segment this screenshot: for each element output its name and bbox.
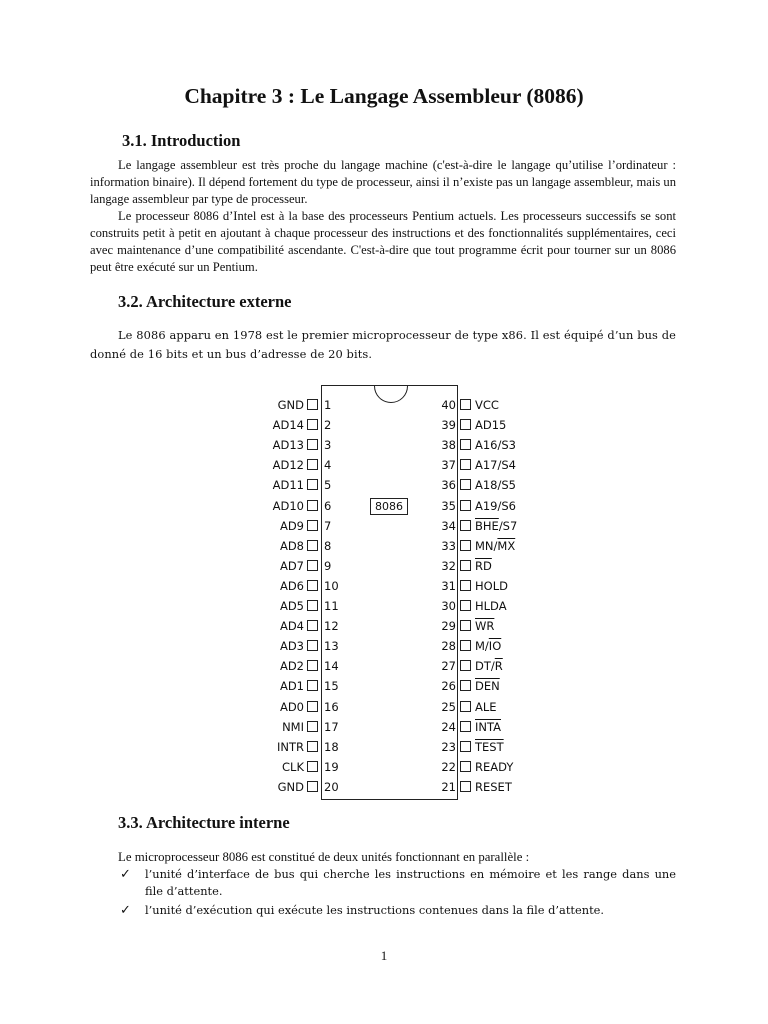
pin-number: 28 <box>441 639 456 654</box>
pin-number: 12 <box>324 619 339 634</box>
pin-name: AD15 <box>475 418 507 433</box>
pin-number: 22 <box>441 759 456 774</box>
pin-left-1 <box>258 398 358 412</box>
pin-name: AD7 <box>279 558 304 573</box>
pin-name: AD1 <box>279 679 304 694</box>
pin-left-17 <box>258 720 358 734</box>
pin-square <box>460 660 471 671</box>
pin-square <box>307 600 318 611</box>
pin-number: 6 <box>324 498 332 513</box>
pin-name: AD12 <box>272 458 304 473</box>
pin-square <box>460 640 471 651</box>
pin-name: AD3 <box>279 639 304 654</box>
pin-name: HOLD <box>475 578 508 593</box>
pin-left-2 <box>258 418 358 432</box>
pin-name: $\overline{RD}$ <box>475 558 492 573</box>
pin-number: 25 <box>441 699 456 714</box>
pin-square <box>307 399 318 410</box>
pin-square <box>460 600 471 611</box>
page-title: Chapitre 3 : Le Langage Assembleur (8086) <box>184 84 584 108</box>
pin-number: 2 <box>324 418 332 433</box>
chip-8086-pinout-diagram <box>258 385 528 805</box>
pin-name: A18/S5 <box>475 478 516 493</box>
pin-square <box>307 701 318 712</box>
pin-name: AD10 <box>272 498 304 513</box>
pin-square <box>307 540 318 551</box>
pin-number: 9 <box>324 558 332 573</box>
pin-number: 15 <box>324 679 339 694</box>
pin-number: 40 <box>441 398 456 412</box>
pin-left-9 <box>258 559 358 573</box>
pin-square <box>307 761 318 772</box>
pin-name: AD11 <box>272 478 304 493</box>
pin-square <box>460 500 471 511</box>
pin-name: AD8 <box>279 538 304 553</box>
pin-square <box>307 580 318 591</box>
pin-number: 34 <box>441 518 456 533</box>
pin-number: 16 <box>324 699 339 714</box>
pin-number: 10 <box>324 578 339 593</box>
pin-number: 36 <box>441 478 456 493</box>
pin-left-18 <box>258 740 358 754</box>
pin-square <box>307 479 318 490</box>
pin-square <box>460 680 471 691</box>
pin-square <box>460 439 471 450</box>
pin-square <box>460 741 471 752</box>
pin-number: 39 <box>441 418 456 433</box>
list-item: ✓ l’unité d’interface de bus qui cherche les instructions en mémoire et les range dans une file d’attente. <box>120 867 676 898</box>
pin-square <box>307 680 318 691</box>
pin-left-5 <box>258 478 358 492</box>
section-heading-introduction: 3.1. Introduction <box>122 131 241 150</box>
pin-number: 7 <box>324 518 332 533</box>
pin-name: AD0 <box>279 699 304 714</box>
pin-number: 37 <box>441 458 456 473</box>
pin-square <box>307 560 318 571</box>
pin-number: 26 <box>441 679 456 694</box>
pin-name: $M/\overline{IO}$ <box>475 639 502 654</box>
pin-name: $DT/\overline{R}$ <box>475 659 503 674</box>
pin-name: A16/S3 <box>475 438 516 453</box>
pin-name: INTR <box>276 739 304 754</box>
pin-left-16 <box>258 700 358 714</box>
pin-number: 13 <box>324 639 339 654</box>
pin-name: $\overline{DEN}$ <box>475 679 500 694</box>
section-heading-architecture-interne: 3.3. Architecture interne <box>118 813 290 832</box>
pin-left-10 <box>258 579 358 593</box>
pin-square <box>307 660 318 671</box>
pin-square <box>307 520 318 531</box>
pin-name: RESET <box>475 779 512 794</box>
pin-number: 31 <box>441 578 456 593</box>
intro-paragraph-2: Le processeur 8086 d’Intel est à la base des processeurs Pentium actuels. Les processeurs successifs se sont construits petit à petit en ajoutant à chaque processeur des instructions et des fonctionnalités supplémentaires, ceci avec maintenance d’une compatibilité ascendante. C'est-à-dire que tout programme écrit pour tourner sur un 8086 peut être exécuté sur un Pentium. <box>90 209 676 274</box>
pin-name: GND <box>277 779 304 794</box>
pin-left-19 <box>258 760 358 774</box>
pin-name: READY <box>475 759 514 774</box>
pin-name: AD13 <box>272 438 304 453</box>
pin-number: 23 <box>441 739 456 754</box>
pin-square <box>460 781 471 792</box>
pin-name: AD6 <box>279 578 304 593</box>
checkmark-icon: ✓ <box>120 867 131 882</box>
list-item: ✓ l’unité d’exécution qui exécute les instructions contenues dans la file d’attente. <box>120 903 605 918</box>
pin-left-12 <box>258 619 358 633</box>
pin-number: 11 <box>324 599 339 613</box>
pin-square <box>460 761 471 772</box>
interne-bullet-list <box>118 866 676 921</box>
pin-left-4 <box>258 458 358 472</box>
pin-name: $\overline{WR}$ <box>475 619 495 634</box>
pin-number: 17 <box>324 719 339 734</box>
pin-number: 33 <box>441 538 456 553</box>
pin-number: 1 <box>324 398 332 412</box>
pin-name: TEST <box>475 739 504 754</box>
pin-left-14 <box>258 659 358 673</box>
pin-name: AD9 <box>279 518 304 533</box>
pin-square <box>307 721 318 732</box>
pin-square <box>460 399 471 410</box>
pin-name: HLDA <box>475 599 507 613</box>
pin-left-3 <box>258 438 358 452</box>
pin-square <box>460 580 471 591</box>
pin-name: AD14 <box>272 418 304 433</box>
pin-square <box>460 459 471 470</box>
page-number: 1 <box>380 948 388 963</box>
pin-square <box>460 540 471 551</box>
chip-label: 8086 <box>370 498 408 515</box>
pin-name: CLK <box>282 759 304 774</box>
externe-paragraph: Le 8086 apparu en 1978 est le premier microprocesseur de type x86. Il est équipé d’un bus de donné de 16 bits et un bus d’adresse de 20 bits. <box>90 328 676 361</box>
pin-number: 29 <box>441 619 456 634</box>
pin-number: 19 <box>324 759 339 774</box>
pin-name: $MN/\overline{MX}$ <box>475 538 516 553</box>
pin-square <box>307 419 318 430</box>
intro-paragraph-1: Le langage assembleur est très proche du langage machine (c'est-à-dire le langage qu’utilise l’ordinateur : information binaire). Il dépend fortement du type de processeur, ainsi il n’existe pas un langage assembleur, mais un langage assembleur par type de processeur. <box>90 158 676 206</box>
pin-number: 5 <box>324 478 332 493</box>
pin-left-20 <box>258 780 358 794</box>
pin-left-7 <box>258 519 358 533</box>
pin-number: 27 <box>441 659 456 674</box>
pin-left-6 <box>258 499 358 513</box>
pin-number: 35 <box>441 498 456 513</box>
section-heading-architecture-externe: 3.2. Architecture externe <box>118 292 292 311</box>
pin-square <box>460 560 471 571</box>
pin-name: GND <box>277 398 304 412</box>
pin-number: 21 <box>441 779 456 794</box>
pin-name: ALE <box>475 699 497 714</box>
chip-notch <box>374 369 408 403</box>
pin-number: 18 <box>324 739 339 754</box>
pin-number: 8 <box>324 538 332 553</box>
pin-square <box>460 419 471 430</box>
pin-square <box>307 439 318 450</box>
pin-square <box>460 520 471 531</box>
pin-square <box>460 620 471 631</box>
pin-left-8 <box>258 539 358 553</box>
pin-name: $\overline{BHE}/S7$ <box>475 518 518 533</box>
pin-name: A19/S6 <box>475 498 516 513</box>
pin-number: 3 <box>324 438 332 453</box>
pin-name: AD5 <box>279 599 304 613</box>
pin-number: 38 <box>441 438 456 453</box>
pin-name: VCC <box>475 398 499 412</box>
pin-name: INTA <box>475 719 501 734</box>
pin-square <box>307 640 318 651</box>
pin-left-15 <box>258 679 358 693</box>
pin-number: 30 <box>441 599 456 613</box>
pin-name: A17/S4 <box>475 458 516 473</box>
pin-name: AD4 <box>279 619 304 634</box>
pin-square <box>307 741 318 752</box>
pin-number: 4 <box>324 458 332 473</box>
pin-square <box>307 459 318 470</box>
pin-square <box>460 721 471 732</box>
pin-left-13 <box>258 639 358 653</box>
pin-square <box>307 500 318 511</box>
pin-square <box>307 781 318 792</box>
pin-number: 20 <box>324 779 339 794</box>
pin-square <box>460 479 471 490</box>
pin-square <box>460 701 471 712</box>
pin-number: 14 <box>324 659 339 674</box>
pin-square <box>307 620 318 631</box>
pin-left-11 <box>258 599 358 613</box>
pin-number: 24 <box>441 719 456 734</box>
interne-intro: Le microprocesseur 8086 est constitué de deux unités fonctionnant en parallèle : <box>118 850 530 864</box>
pin-name: AD2 <box>279 659 304 674</box>
pin-number: 32 <box>441 558 456 573</box>
checkmark-icon: ✓ <box>120 903 131 918</box>
pin-name: NMI <box>282 719 304 734</box>
